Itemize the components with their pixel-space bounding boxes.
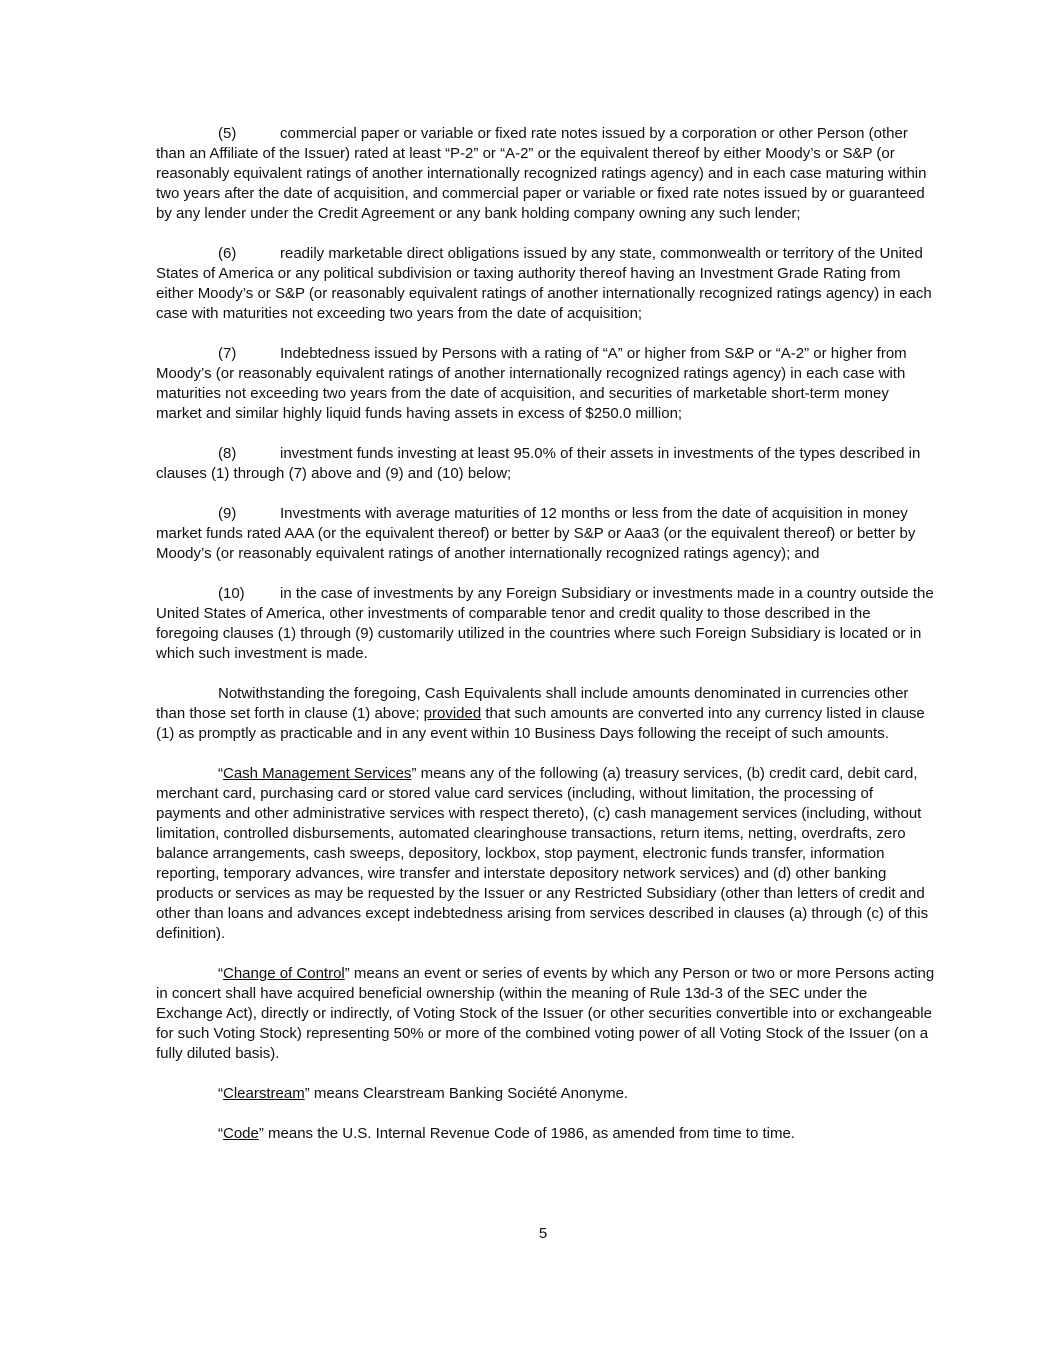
clause-8: [156, 444, 936, 484]
defined-term: Change of Control: [223, 965, 345, 982]
close-quote: ”: [304, 1085, 310, 1102]
defined-term: Cash Management Services: [223, 765, 412, 782]
open-quote: “: [218, 965, 223, 982]
definition-change-of-control: [156, 964, 936, 1064]
close-quote: ”: [344, 965, 350, 982]
open-quote: “: [218, 765, 223, 782]
page-number: 5: [538, 1225, 548, 1242]
clause-text: commercial paper or variable or fixed rate notes issued by a corporation or other Person (other than an Affiliate of the Issuer) rated at least “P-2” or “A-2” or the equivalent thereof by either Moody’s or S&P (or reasonably equivalent ratings of another internationally recognized ratings agency) and in each case maturing within two years after the date of acquisition, and commercial paper or variable or fixed rate notes issued by or guaranteed by any lender under the Credit Agreement or any bank holding company owning any such lender;: [156, 125, 927, 222]
clause-9: [156, 504, 936, 564]
close-quote: ”: [411, 765, 417, 782]
definition-clearstream: [156, 1084, 936, 1104]
clause-7: [156, 344, 936, 424]
clause-text: in the case of investments by any Foreign Subsidiary or investments made in a country outside the United States of America, other investments of comparable tenor and credit quality to those described in the foregoing clauses (1) through (9) customarily utilized in the countries where such Foreign Subsidiary is located or in which such investment is made.: [156, 585, 934, 662]
definition-cash-management-services: [156, 764, 936, 944]
document-body: [156, 124, 936, 1164]
clause-text: readily marketable direct obligations issued by any state, commonwealth or territory of the United States of America or any political subdivision or taxing authority thereof having an Investment Grade Rating from either Moody’s or S&P (or reasonably equivalent ratings of another internationally recognized ratings agency) in each case with maturities not exceeding two years from the date of acquisition;: [156, 245, 932, 322]
definition-text: means an event or series of events by which any Person or two or more Persons acting in concert shall have acquired beneficial ownership (within the meaning of Rule 13d-3 of the SEC under the Exchange Act), directly or indirectly, of Voting Stock of the Issuer (or other securities convertible into or exchangeable for such Voting Stock) representing 50% or more of the combined voting power of all Voting Stock of the Issuer (on a fully diluted basis).: [156, 965, 935, 1062]
clause-5: [156, 124, 936, 224]
definition-code: [156, 1124, 936, 1144]
clause-6: [156, 244, 936, 324]
clause-number: (9): [218, 505, 237, 522]
clause-number: (8): [218, 445, 237, 462]
clause-text: Indebtedness issued by Persons with a rating of “A” or higher from S&P or “A-2” or higher from Moody’s (or reasonably equivalent ratings of another internationally recognized ratings agency) in each case with maturities not exceeding two years from the date of acquisition, and securities of marketable short-term money market and similar highly liquid funds having assets in excess of $250.0 million;: [156, 345, 907, 422]
clause-number: (10): [218, 585, 245, 602]
open-quote: “: [218, 1085, 223, 1102]
notwithstanding-paragraph: [156, 684, 936, 744]
provided-term: provided: [423, 705, 482, 722]
open-quote: “: [218, 1125, 223, 1142]
clause-number: (7): [218, 345, 237, 362]
paragraph-text: Notwithstanding the foregoing, Cash Equivalents shall include amounts denominated in currencies other than those set forth in clause (1) above;: [156, 685, 909, 722]
definition-text: means any of the following (a) treasury services, (b) credit card, debit card, merchant card, purchasing card or stored value card services (including, without limitation, the processing of payments and other administrative services with respect thereto), (c) cash management services (including, without limitation, controlled disbursements, automated clearinghouse transactions, return items, netting, overdrafts, zero balance arrangements, cash sweeps, depository, lockbox, stop payment, electronic funds transfer, information reporting, temporary advances, wire transfer and interstate depository network services) and (d) other banking products or services as may be requested by the Issuer or any Restricted Subsidiary (other than letters of credit and other than loans and advances except indebtedness arising from services described in clauses (a) through (c) of this definition).: [156, 765, 929, 942]
close-quote: ”: [258, 1125, 264, 1142]
defined-term: Code: [223, 1125, 259, 1142]
definition-text: means the U.S. Internal Revenue Code of 1986, as amended from time to time.: [263, 1125, 795, 1142]
clause-number: (5): [218, 125, 237, 142]
definition-text: means Clearstream Banking Société Anonyme.: [309, 1085, 629, 1102]
paragraph-text: that such amounts are converted into any currency listed in clause (1) as promptly as practicable and in any event within 10 Business Days following the receipt of such amounts.: [156, 705, 925, 742]
clause-text: investment funds investing at least 95.0% of their assets in investments of the types described in clauses (1) through (7) above and (9) and (10) below;: [156, 445, 921, 482]
clause-text: Investments with average maturities of 12 months or less from the date of acquisition in money market funds rated AAA (or the equivalent thereof) or better by S&P or Aaa3 (or the equivalent thereof) or better by Moody’s (or reasonably equivalent ratings of another internationally recognized ratings agency); and: [156, 505, 916, 562]
defined-term: Clearstream: [223, 1085, 305, 1102]
clause-number: (6): [218, 245, 237, 262]
clause-10: [156, 584, 936, 664]
